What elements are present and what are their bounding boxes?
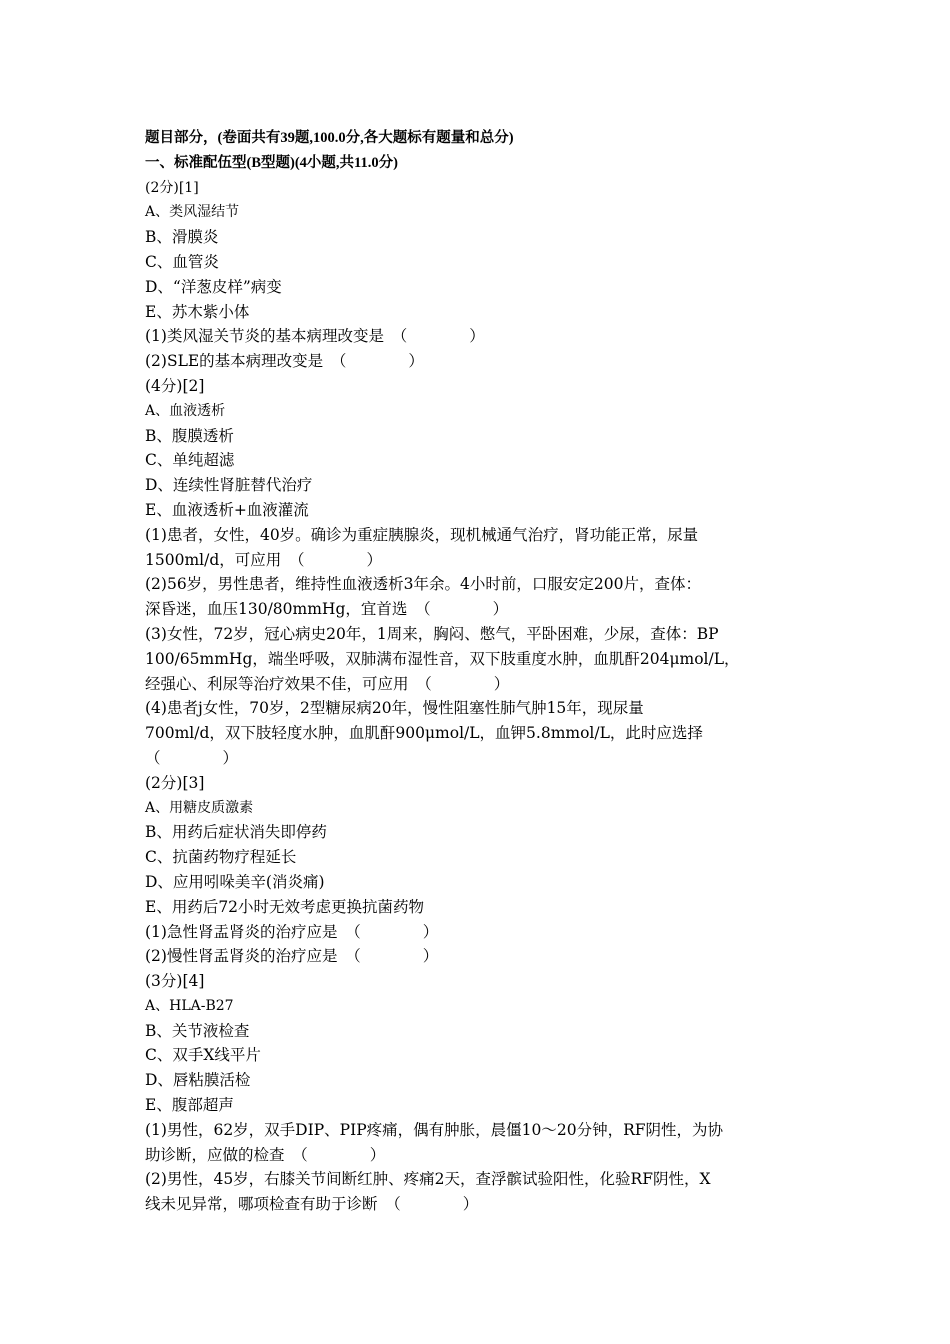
section-heading: 一、标准配伍型(B型题)(4小题,共11.0分): [145, 154, 398, 171]
option-b: B、用药后症状消失即停药: [145, 823, 327, 842]
option-a: A、血液透析: [145, 402, 226, 419]
group-header: (4分)[2]: [145, 376, 205, 395]
option-e: E、苏木紫小体: [145, 302, 250, 321]
option-e: E、血液透析+血液灌流: [145, 500, 309, 519]
option-c: C、双手X线平片: [145, 1046, 261, 1065]
question-2-line-1: (2)男性，45岁，右膝关节间断红肿、疼痛2天，查浮髌试验阳性，化验RF阴性，X: [145, 1170, 711, 1189]
question-3-line-1: (3)女性，72岁，冠心病史20年，1周来，胸闷、憋气，平卧困难，少尿，查体：BP: [145, 624, 719, 643]
question-2: (2)慢性肾盂肾炎的治疗应是 （ ）: [145, 947, 439, 966]
question-4-line-3: （ ）: [145, 748, 239, 767]
question-1: (1)急性肾盂肾炎的治疗应是 （ ）: [145, 922, 439, 941]
option-d: D、“洋葱皮样”病变: [145, 277, 282, 296]
question-group-1: [145, 176, 815, 374]
question-4-line-1: (4)患者j女性，70岁，2型糖尿病20年，慢性阻塞性肺气肿15年，现尿量: [145, 699, 644, 718]
question-group-3: [145, 771, 815, 969]
question-2-line-2: 深昏迷，血压130/80mmHg，宜首选 （ ）: [145, 600, 509, 619]
option-c: C、血管炎: [145, 252, 219, 271]
question-4-line-2: 700ml/d，双下肢轻度水肿，血肌酐900μmol/L，血钾5.8mmol/L，此时应选择: [145, 724, 703, 743]
question-group-4: [145, 969, 815, 1217]
question-1-line-2: 1500ml/d，可应用 （ ）: [145, 550, 382, 569]
question-3-line-2: 100/65mmHg，端坐呼吸，双肺满布湿性音，双下肢重度水肿，血肌酐204μmol/L，: [145, 649, 740, 668]
question-2: (2)SLE的基本病理改变是 （ ）: [145, 352, 424, 371]
option-a: A、类风湿结节: [145, 204, 240, 221]
option-d: D、应用吲哚美辛(消炎痛): [145, 872, 325, 891]
question-2-line-1: (2)56岁，男性患者，维持性血液透析3年余。4小时前，口服安定200片，查体：: [145, 575, 701, 594]
exam-page: [145, 126, 815, 1217]
option-a: A、HLA-B27: [145, 997, 234, 1014]
option-d: D、唇粘膜活检: [145, 1071, 251, 1090]
option-b: B、关节液检查: [145, 1021, 250, 1040]
option-b: B、滑膜炎: [145, 228, 219, 247]
question-1-line-1: (1)男性，62岁，双手DIP、PIP疼痛，偶有肿胀，晨僵10～20分钟，RF阴性，为协: [145, 1120, 724, 1139]
option-e: E、用药后72小时无效考虑更换抗菌药物: [145, 897, 425, 916]
group-header: (2分)[3]: [145, 773, 205, 792]
option-b: B、腹膜透析: [145, 426, 234, 445]
question-group-2: [145, 374, 815, 771]
option-c: C、抗菌药物疗程延长: [145, 848, 297, 867]
option-d: D、连续性肾脏替代治疗: [145, 476, 313, 495]
group-header: (3分)[4]: [145, 972, 205, 991]
option-c: C、单纯超滤: [145, 451, 235, 470]
group-header: (2分)[1]: [145, 179, 199, 196]
option-e: E、腹部超声: [145, 1096, 234, 1115]
question-3-line-3: 经强心、利尿等治疗效果不佳，可应用 （ ）: [145, 674, 510, 693]
question-1: (1)类风湿关节炎的基本病理改变是 （ ）: [145, 327, 485, 346]
page-title: 题目部分，(卷面共有39题,100.0分,各大题标有题量和总分): [145, 130, 514, 146]
question-1-line-1: (1)患者，女性，40岁。确诊为重症胰腺炎，现机械通气治疗，肾功能正常，尿量: [145, 525, 699, 544]
question-1-line-2: 助诊断，应做的检查 （ ）: [145, 1145, 386, 1164]
question-2-line-2: 线未见异常，哪项检查有助于诊断 （ ）: [145, 1195, 479, 1214]
option-a: A、用糖皮质激素: [145, 799, 254, 816]
